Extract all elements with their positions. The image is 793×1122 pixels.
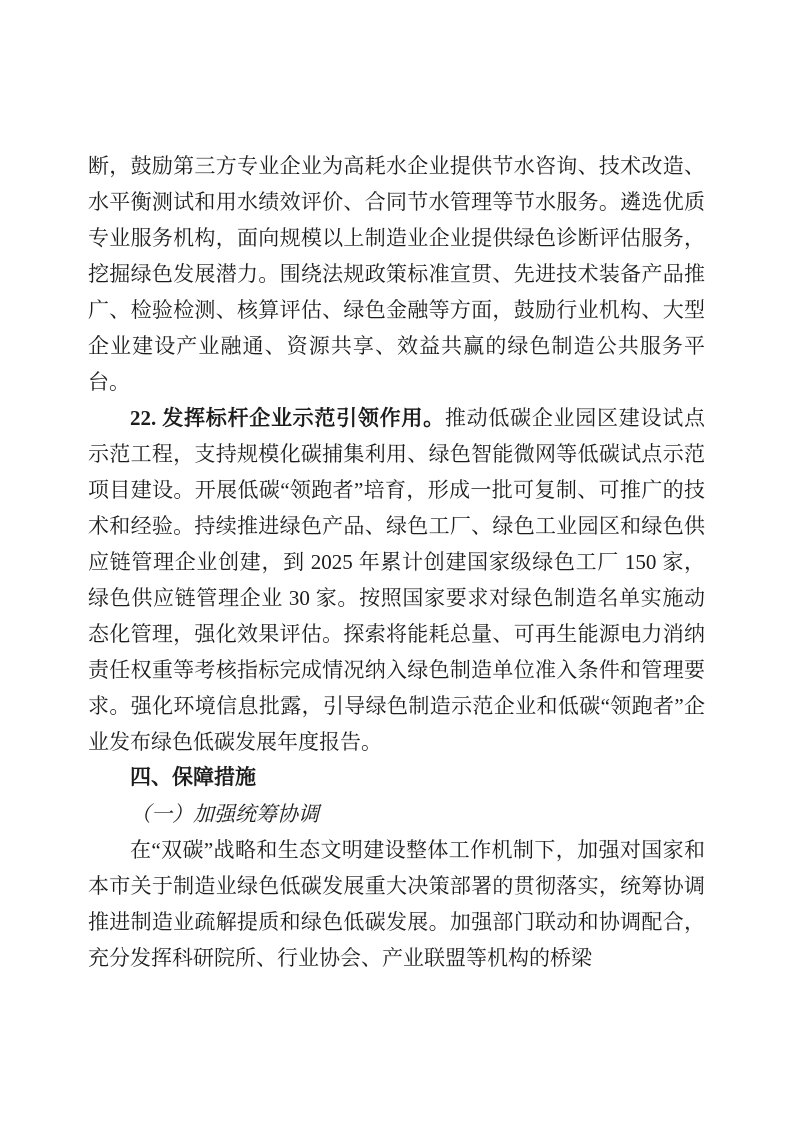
section-heading: 四、保障措施 — [130, 766, 256, 789]
body-paragraph — [88, 148, 705, 400]
paragraph-text: 在“双碳”战略和生态文明建设整体工作机制下，加强对国家和本市关于制造业绿色低碳发展重大决策部署的贯彻落实，统筹协调推进制造业疏解提质和绿色低碳发展。加强部门联动和协调配合，充分发挥科研院所、行业协会、产业联盟等机构的桥梁 — [88, 838, 705, 970]
paragraph-text: 断，鼓励第三方专业企业为高耗水企业提供节水咨询、技术改造、水平衡测试和用水绩效评价、合同节水管理等节水服务。遴选优质专业服务机构，面向规模以上制造业企业提供绿色诊断评估服务，挖掘绿色发展潜力。围绕法规政策标准宣贯、先进技术装备产品推广、检验检测、核算评估、绿色金融等方面，鼓励行业机构、大型企业建设产业融通、资源共享、效益共赢的绿色制造公共服务平台。 — [88, 154, 705, 394]
body-paragraph — [88, 400, 705, 760]
paragraph-text: 推动低碳企业园区建设试点示范工程，支持规模化碳捕集利用、绿色智能微网等低碳试点示范项目建设。开展低碳“领跑者”培育，形成一批可复制、可推广的技术和经验。持续推进绿色产品、绿色工厂、绿色工业园区和绿色供应链管理企业创建，到 2025 年累计创建国家级绿色工厂 150 家，绿色供应链管理企业 30 家。按照国家要求对绿色制造名单实施动态化管理，强化效果评估。探索将能耗总量、可再生能源电力消纳责任权重等考核指标完成情况纳入绿色制造单位准入条件和管理要求。强化环境信息批露，引导绿色制造示范企业和低碳“领跑者”企业发布绿色低碳发展年度报告。 — [88, 406, 705, 754]
item-number-and-title: 22. 发挥标杆企业示范引领作用。 — [130, 406, 445, 430]
document-content — [88, 148, 705, 976]
subsection-heading: （一）加强统筹协调 — [130, 802, 319, 826]
body-paragraph — [88, 832, 705, 976]
